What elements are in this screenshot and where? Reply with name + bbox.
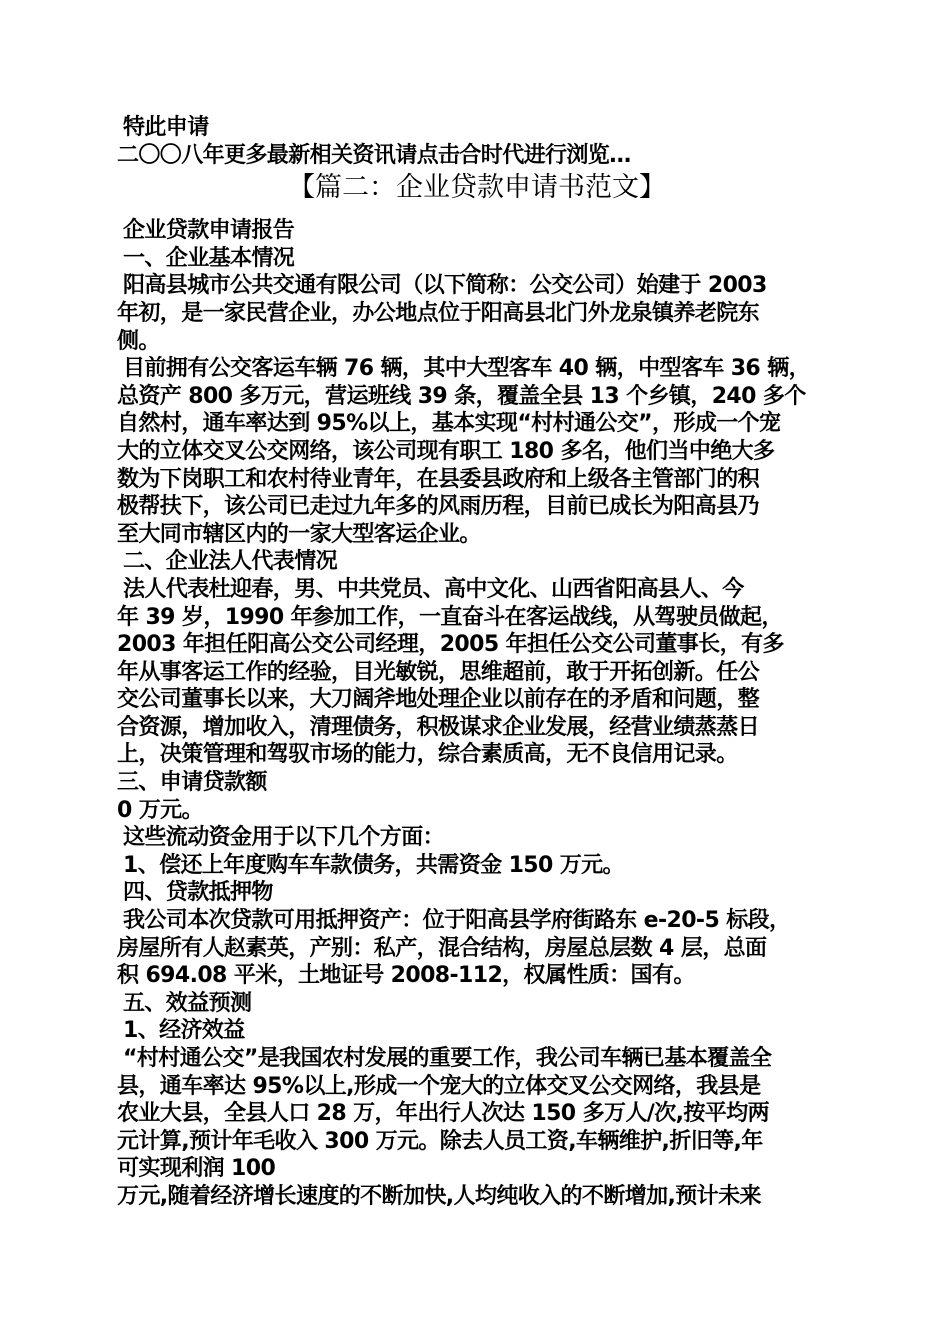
text-line: 房屋所有人赵素英，产别：私产，混合结构，房屋总层数 4 层，总面 [117,935,767,961]
text-line: 年 39 岁，1990 年参加工作，一直奋斗在客运战线，从驾驶员做起， [117,604,783,630]
text-line: 元计算,预计年毛收入 300 万元。除去人员工资,车辆维护,折旧等,年 [117,1128,763,1154]
section-2-heading: 二、企业法人代表情况 [123,549,338,575]
uses-intro: 这些流动资金用于以下几个方面： [123,825,445,851]
text-line: 极帮扶下，该公司已走过九年多的风雨历程，目前已成长为阳高县乃 [117,494,760,520]
text-line: 县，通车率达 95%以上,形成一个宠大的立体交叉公交网络，我县是 [117,1073,761,1099]
text-line: 上，决策管理和驾驭市场的能力，综合素质高，无不良信用记录。 [117,742,738,768]
text-line: 目前拥有公交客运车辆 76 辆，其中大型客车 40 辆，中型客车 36 辆， [123,356,811,382]
text-line: 2003 年担任阳高公交公司经理，2005 年担任公交公司董事长，有多 [117,632,784,658]
text-line: 至大同市辖区内的一家大型客运企业。 [117,521,481,547]
text-line: 总资产 800 多万元，营运班线 39 条，覆盖全县 13 个乡镇，240 多个 [117,383,806,409]
section-4-paragraph-1 [117,907,837,990]
section-1-paragraph-2 [117,355,837,548]
text-line: 自然村，通车率达到 95%以上，基本实现“村村通公交”，形成一个宠 [117,411,781,437]
loan-amount: 0 万元。 [117,797,203,823]
use-item-1: 1、偿还上年度购车车款债务，共需资金 150 万元。 [123,852,624,878]
section-3-heading: 三、申请贷款额 [117,770,267,796]
section-5-paragraph-1 [117,1045,837,1211]
date-line: 二〇〇八年更多最新相关资讯请点击合时代进行浏览… [117,142,631,168]
text-line: 侧。 [117,328,160,354]
section-5-subheading-1: 1、经济效益 [123,1018,245,1044]
closing-request: 特此申请 [123,115,209,140]
text-line: 农业大县，全县人口 28 万，年出行人次达 150 多万人/次,按平均两 [117,1101,769,1127]
document-page [117,114,837,1211]
text-line: 年从事客运工作的经验，目光敏锐，思维超前，敢于开拓创新。任公 [117,659,760,685]
text-line: 法人代表杜迎春，男、中共党员、高中文化、山西省阳高县人、今 [123,576,744,602]
section-5-heading: 五、效益预测 [123,990,252,1016]
text-line: “村村通公交”是我国农村发展的重要工作，我公司车辆已基本覆盖全 [123,1046,772,1071]
text-line: 合资源，增加收入，清理债务，积极谋求企业发展，经营业绩蒸蒸日 [117,714,760,740]
section-4-heading: 四、贷款抵押物 [123,880,273,906]
report-title: 企业贷款申请报告 [123,218,295,244]
text-line: 可实现利润 100 [117,1156,276,1182]
section-1-paragraph-1 [117,272,837,355]
text-line: 数为下岗职工和农村待业青年，在县委县政府和上级各主管部门的积 [117,466,760,492]
section-1-heading: 一、企业基本情况 [123,245,295,271]
text-line: 交公司董事长以来，大刀阔斧地处理企业以前存在的矛盾和问题，整 [117,687,760,713]
section-title: 【篇二：企业贷款申请书范文】 [288,172,666,204]
text-line: 万元,随着经济增长速度的不断加快,人均纯收入的不断增加,预计未来 [117,1183,761,1209]
section-2-paragraph-1 [117,576,837,769]
text-line: 我公司本次贷款可用抵押资产：位于阳高县学府街路东 e-20-5 标段， [123,908,791,934]
text-line: 积 694.08 平米，土地证号 2008-112，权属性质：国有。 [117,963,695,989]
text-line: 年初，是一家民营企业，办公地点位于阳高县北门外龙泉镇养老院东 [117,300,760,326]
text-line: 大的立体交叉公交网络，该公司现有职工 180 多名，他们当中绝大多 [117,438,775,464]
text-line: 阳高县城市公共交通有限公司（以下简称：公交公司）始建于 2003 [123,273,767,299]
